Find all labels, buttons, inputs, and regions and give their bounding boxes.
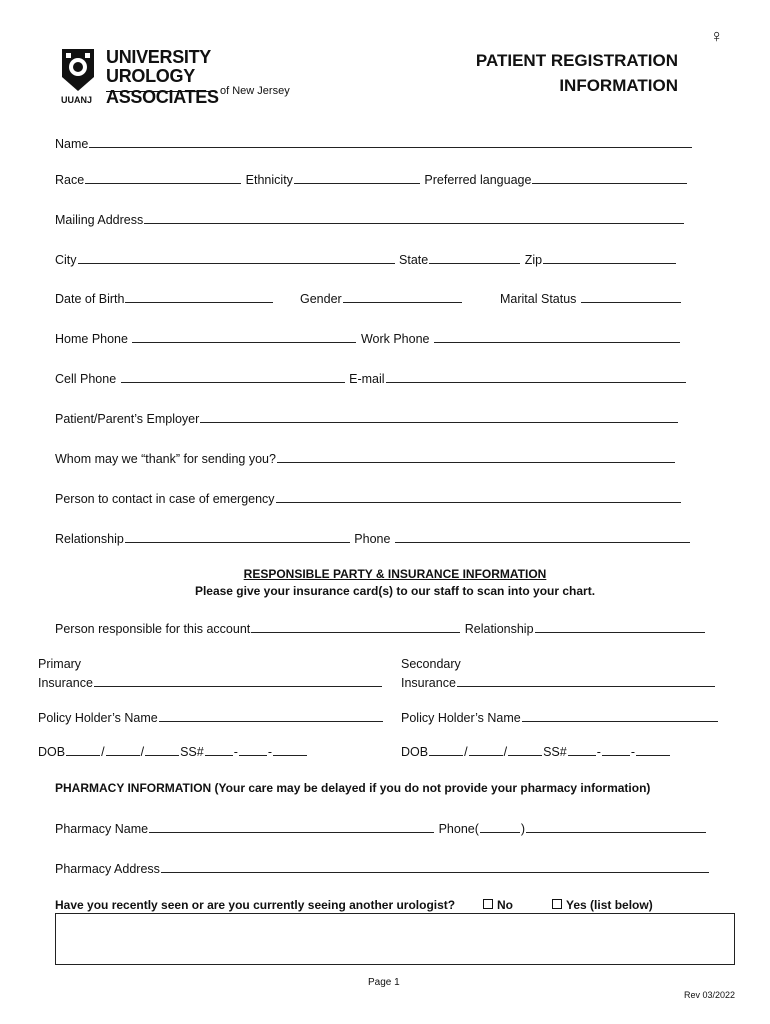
primary-dob-label: DOB bbox=[38, 745, 66, 759]
pharmacy-address-field[interactable] bbox=[161, 861, 709, 873]
relationship-row bbox=[55, 531, 691, 546]
pharmacy-name-label: Pharmacy Name bbox=[55, 822, 149, 836]
secondary-insurance-field[interactable] bbox=[457, 675, 715, 687]
emergency-phone-label: Phone bbox=[354, 532, 391, 546]
mailing-label: Mailing Address bbox=[55, 213, 144, 227]
responsible-row bbox=[55, 621, 706, 636]
responsible-relationship-field[interactable] bbox=[535, 621, 705, 633]
state-label: State bbox=[399, 253, 429, 267]
pharmacy-phone-label: Phone( bbox=[438, 822, 479, 836]
insurance-heading: RESPONSIBLE PARTY & INSURANCE INFORMATION bbox=[243, 567, 547, 581]
responsible-label: Person responsible for this account bbox=[55, 622, 251, 636]
race-row bbox=[55, 172, 688, 187]
pharmacy-address-label: Pharmacy Address bbox=[55, 862, 160, 876]
primary-insurance-label: Insurance bbox=[38, 676, 93, 690]
title-line-2: INFORMATION bbox=[559, 76, 678, 95]
pharmacy-phone-close: ) bbox=[520, 822, 526, 836]
email-label: E-mail bbox=[349, 372, 385, 386]
dob-field[interactable] bbox=[125, 291, 273, 303]
emergency-phone-field[interactable] bbox=[395, 531, 690, 543]
primary-dob-month[interactable] bbox=[66, 744, 100, 756]
logo-line-3: of New Jersey bbox=[220, 85, 290, 97]
dob-label: Date of Birth bbox=[55, 292, 125, 306]
relationship-field[interactable] bbox=[125, 531, 350, 543]
logo-abbr: UUANJ bbox=[61, 95, 93, 105]
emergency-row bbox=[55, 491, 682, 506]
pharmacy-area-code-field[interactable] bbox=[480, 821, 520, 833]
page-number: Page 1 bbox=[368, 977, 400, 988]
option-no[interactable] bbox=[483, 898, 513, 912]
secondary-holder-row bbox=[401, 710, 719, 725]
language-field[interactable] bbox=[532, 172, 687, 184]
primary-label: Primary bbox=[38, 657, 82, 671]
email-field[interactable] bbox=[386, 371, 686, 383]
secondary-ss-3[interactable] bbox=[636, 744, 670, 756]
marital-row bbox=[500, 291, 682, 306]
primary-dob-day[interactable] bbox=[106, 744, 140, 756]
relationship-label: Relationship bbox=[55, 532, 124, 546]
ethnicity-label: Ethnicity bbox=[245, 173, 293, 187]
name-row bbox=[55, 136, 693, 151]
primary-ss-1[interactable] bbox=[205, 744, 233, 756]
logo-rule bbox=[106, 91, 216, 92]
referral-row bbox=[55, 451, 676, 466]
cell-phone-field[interactable] bbox=[121, 371, 345, 383]
referral-field[interactable] bbox=[277, 451, 675, 463]
logo-line-1: UNIVERSITY bbox=[106, 47, 212, 67]
phone-row bbox=[55, 331, 681, 346]
emergency-label: Person to contact in case of emergency bbox=[55, 492, 275, 506]
marital-field[interactable] bbox=[581, 291, 681, 303]
secondary-ss-label: SS# bbox=[543, 745, 567, 759]
gender-row bbox=[300, 291, 463, 306]
referral-label: Whom may we “thank” for sending you? bbox=[55, 452, 276, 466]
logo bbox=[56, 45, 306, 107]
insurance-subheading: Please give your insurance card(s) to our staff to scan into your chart. bbox=[194, 584, 596, 598]
title-line-1: PATIENT REGISTRATION bbox=[475, 51, 678, 70]
race-label: Race bbox=[55, 173, 85, 187]
no-label: No bbox=[497, 898, 513, 912]
home-phone-label: Home Phone bbox=[55, 332, 128, 346]
dob-row bbox=[55, 291, 274, 306]
primary-dob-year[interactable] bbox=[145, 744, 179, 756]
employer-label: Patient/Parent’s Employer bbox=[55, 412, 200, 426]
mailing-field[interactable] bbox=[144, 212, 684, 224]
zip-field[interactable] bbox=[543, 252, 676, 264]
marital-label: Marital Status bbox=[500, 292, 577, 306]
secondary-dob-label: DOB bbox=[401, 745, 429, 759]
name-field[interactable] bbox=[89, 136, 692, 148]
secondary-holder-label: Policy Holder’s Name bbox=[401, 711, 521, 725]
secondary-dob-month[interactable] bbox=[429, 744, 463, 756]
emergency-field[interactable] bbox=[276, 491, 681, 503]
employer-row bbox=[55, 411, 679, 426]
primary-holder-field[interactable] bbox=[159, 710, 383, 722]
name-label: Name bbox=[55, 137, 89, 151]
mailing-row bbox=[55, 212, 685, 227]
primary-ss-label: SS# bbox=[180, 745, 204, 759]
secondary-label: Secondary bbox=[401, 657, 461, 671]
gender-field[interactable] bbox=[343, 291, 462, 303]
primary-insurance-row bbox=[38, 657, 383, 690]
secondary-dob-year[interactable] bbox=[508, 744, 542, 756]
logo-emblem-icon bbox=[60, 47, 96, 93]
cell-row bbox=[55, 371, 687, 386]
responsible-relationship-label: Relationship bbox=[464, 622, 534, 636]
city-label: City bbox=[55, 253, 77, 267]
home-phone-field[interactable] bbox=[132, 331, 356, 343]
zip-label: Zip bbox=[524, 253, 543, 267]
primary-insurance-field[interactable] bbox=[94, 675, 382, 687]
city-field[interactable] bbox=[78, 252, 395, 264]
pharmacy-phone-field[interactable] bbox=[526, 821, 706, 833]
secondary-dob-day[interactable] bbox=[469, 744, 503, 756]
yes-checkbox[interactable] bbox=[552, 899, 562, 909]
ethnicity-field[interactable] bbox=[294, 172, 420, 184]
work-phone-field[interactable] bbox=[434, 331, 680, 343]
secondary-insurance-row bbox=[401, 657, 716, 690]
secondary-ss-1[interactable] bbox=[568, 744, 596, 756]
secondary-ss-2[interactable] bbox=[602, 744, 630, 756]
primary-ss-3[interactable] bbox=[273, 744, 307, 756]
employer-field[interactable] bbox=[200, 411, 678, 423]
pharmacy-name-field[interactable] bbox=[149, 821, 434, 833]
pharmacy-heading: PHARMACY INFORMATION (Your care may be delayed if you do not provide your pharmacy information) bbox=[55, 781, 651, 795]
cell-phone-label: Cell Phone bbox=[55, 372, 117, 386]
state-field[interactable] bbox=[429, 252, 520, 264]
urologist-list-box[interactable] bbox=[55, 913, 735, 965]
secondary-insurance-label: Insurance bbox=[401, 676, 456, 690]
city-row bbox=[55, 252, 677, 267]
race-field[interactable] bbox=[85, 172, 241, 184]
primary-holder-label: Policy Holder’s Name bbox=[38, 711, 158, 725]
pharmacy-name-row bbox=[55, 821, 707, 836]
gender-label: Gender bbox=[300, 292, 342, 306]
yes-label: Yes (list below) bbox=[566, 898, 653, 912]
secondary-dob-row: DOB / / SS# - - bbox=[401, 744, 671, 759]
primary-dob-row: DOB / / SS# - - bbox=[38, 744, 308, 759]
revision-date: Rev 03/2022 bbox=[684, 990, 736, 1000]
option-yes[interactable] bbox=[552, 898, 653, 912]
pharmacy-address-row bbox=[55, 861, 710, 876]
no-checkbox[interactable] bbox=[483, 899, 493, 909]
language-label: Preferred language bbox=[424, 173, 532, 187]
secondary-holder-field[interactable] bbox=[522, 710, 718, 722]
urologist-question: Have you recently seen or are you currently seeing another urologist? bbox=[55, 898, 456, 912]
primary-ss-2[interactable] bbox=[239, 744, 267, 756]
corner-symbol: ♀ bbox=[710, 26, 724, 46]
logo-line-2: UROLOGY ASSOCIATES bbox=[106, 66, 219, 107]
primary-holder-row bbox=[38, 710, 384, 725]
responsible-field[interactable] bbox=[251, 621, 460, 633]
work-phone-label: Work Phone bbox=[360, 332, 430, 346]
page-title bbox=[476, 48, 678, 98]
